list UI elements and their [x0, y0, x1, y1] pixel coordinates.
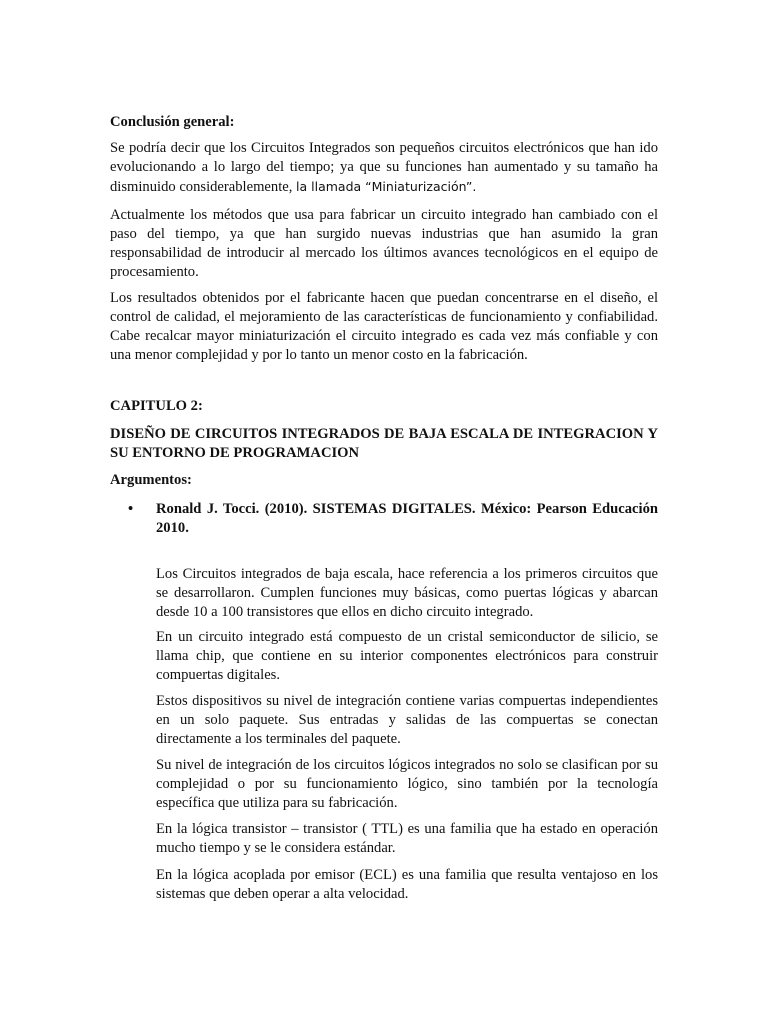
argument-paragraph-1: Los Circuitos integrados de baja escala, hace referencia a los primeros circuitos que se desarrollaron. Cumplen funciones muy básicas, como puertas lógicas y abarcan desde 10 a 100 transistores que ellos en dicho circuito integrado.	[156, 566, 658, 620]
argument-paragraph-3: Estos dispositivos su nivel de integración contiene varias compuertas independientes en un solo paquete. Sus entradas y salidas de las compuertas se conectan directamente a los terminales del paquete.	[156, 693, 658, 747]
conclusion-paragraph-3: Los resultados obtenidos por el fabricante hacen que puedan concentrarse en el diseño, el control de calidad, el mejoramiento de las características de funcionamiento y confiabilidad. Cabe recalcar mayor miniaturización el circuito integrado es cada vez más confiable y con una menor complejidad y por lo tanto un menor costo en la fabricación.	[110, 290, 658, 363]
chapter-heading: CAPITULO 2:	[110, 398, 203, 414]
miniaturizacion-phrase: la llamada “Miniaturización”.	[296, 179, 477, 194]
conclusion-paragraph-1	[110, 139, 658, 197]
chapter-title: DISEÑO DE CIRCUITOS INTEGRADOS DE BAJA ESCALA DE INTEGRACION Y SU ENTORNO DE PROGRAMACION	[110, 426, 658, 461]
argument-paragraph-5: En la lógica transistor – transistor ( TTL) es una familia que ha estado en operación mucho tiempo y se le considera estándar.	[156, 821, 658, 856]
conclusion-paragraph-1-text: Se podría decir que los Circuitos Integrados son pequeños circuitos electrónicos que han ido evolucionando a lo largo del tiempo; ya que su funciones han aumentado y su tamaño ha disminuido considerablemente,	[110, 140, 658, 195]
conclusion-paragraph-2: Actualmente los métodos que usa para fabricar un circuito integrado han cambiado con el paso del tiempo, ya que han surgido nuevas industrias que han asumido la gran responsabilidad de introducir al mercado los últimos avances tecnológicos en el equipo de procesamiento.	[110, 207, 658, 280]
bullet-icon: •	[128, 501, 134, 517]
reference-citation: Ronald J. Tocci. (2010). SISTEMAS DIGITALES. México: Pearson Educación 2010.	[156, 501, 658, 536]
argument-paragraph-2: En un circuito integrado está compuesto de un cristal semiconductor de silicio, se llama chip, que contiene en su interior componentes electrónicos para construir compuertas digitales.	[156, 629, 658, 683]
reference-list-item	[128, 500, 658, 538]
argument-paragraph-6: En la lógica acoplada por emisor (ECL) es una familia que resulta ventajoso en los sistemas que deben operar a alta velocidad.	[156, 867, 658, 902]
argument-paragraph-4: Su nivel de integración de los circuitos lógicos integrados no solo se clasifican por su complejidad o por su funcionamiento lógico, sino también por la tecnología específica que utiliza para su fabricación.	[156, 757, 658, 811]
arguments-label: Argumentos:	[110, 472, 192, 488]
conclusion-heading: Conclusión general:	[110, 114, 235, 130]
